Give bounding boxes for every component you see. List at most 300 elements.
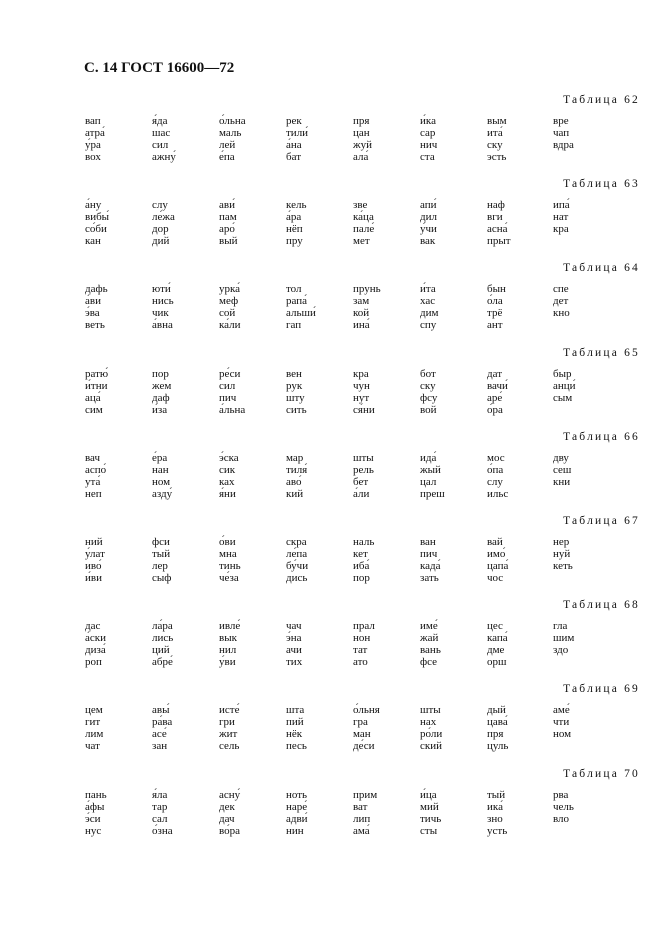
syllable-table [0,768,662,852]
syllable: скра [286,536,307,548]
syllable: о́ви [219,536,236,548]
syllable: нут [353,391,370,404]
syllable: е́па [219,151,235,163]
syllable: о́льна [219,115,246,127]
syllable: сты [420,824,438,837]
syllable: неп [85,487,102,500]
syllable: дач [219,812,235,825]
syllable: чап [553,127,570,139]
syllable: вым [487,115,507,127]
syllable: нись [152,295,174,308]
syllable: пале́ [353,223,375,236]
table-column [553,452,571,488]
table-column [152,789,173,837]
syllable: ном [553,728,572,741]
syllable: абре́ [152,656,173,669]
syllable: ачи [286,644,302,657]
table-column [420,620,441,668]
syllable: гап [286,319,302,332]
syllable: кра [353,367,369,380]
syllable: ажну́ [152,151,176,163]
syllable: вач [85,451,101,464]
table-column [286,536,308,584]
syllable: атра́ [85,127,105,139]
syllable: чат [85,740,100,753]
syllable: кой [353,307,370,320]
syllable: рель [353,463,374,476]
table-title: Таблица 62 [563,94,640,106]
syllable-table [0,94,662,178]
syllable: тинь [219,560,241,572]
table-column [85,199,109,247]
syllable: и́ви [85,572,102,584]
page-header: С. 14 ГОСТ 16600—72 [84,60,235,76]
syllable: меф [219,295,239,308]
table-title: Таблица 66 [563,430,640,443]
syllable: вой [420,403,437,416]
syllable: чель [553,800,574,813]
syllable: дет [553,295,569,308]
syllable: цапа́ [487,560,509,572]
syllable: пор [152,367,169,380]
table-column [420,536,441,584]
syllable: вги [487,211,503,224]
table-column [85,452,106,500]
syllable: цан [353,127,370,139]
syllable: преш [420,487,445,500]
syllable: аме́ [553,704,570,717]
syllable: ратю́ [85,367,109,380]
syllable: цем [85,704,103,717]
table-column [85,115,105,163]
syllable: кет [353,548,368,560]
syllable: аво́ [286,475,302,488]
syllable: тиля́ [286,463,308,476]
syllable: а́вна [152,319,173,332]
table-column [553,368,576,404]
syllable: ре́си [219,367,241,380]
syllable: ка́ца [353,211,374,224]
table-column [553,115,574,151]
syllable: слу [152,199,168,212]
syllable: сить [286,403,307,416]
syllable: шта [286,704,305,717]
syllable: лей [219,139,236,151]
syllable: а́ли [353,487,370,500]
syllable: ний [85,536,103,548]
syllable: дек [219,800,235,813]
syllable: чун [353,379,370,392]
syllable: а́ну [85,199,102,212]
syllable: и́тни [85,379,108,392]
table-column [420,199,437,247]
syllable: ама́ [353,824,370,837]
syllable: и́та [420,283,436,296]
syllable-table [0,683,662,767]
syllable: вап [85,115,101,127]
table-column [219,789,240,837]
syllable: дме [487,644,505,657]
syllable: спу [420,319,437,332]
syllable: вло [553,812,570,825]
syllable: лись [152,632,174,645]
syllable: ипа́ [553,199,570,212]
syllable: ват [353,800,368,813]
syllable: ский [420,740,442,753]
table-column [152,368,171,416]
syllable: лип [353,812,371,825]
syllable: аре́ [487,391,503,404]
syllable: гри [219,716,235,729]
table-column [420,789,441,837]
table-column [85,368,108,416]
syllable: пру [286,235,303,248]
syllable: ла́ра [152,620,173,633]
table-column [286,452,307,500]
table-column [85,283,108,331]
syllable: нич [420,139,438,151]
table-column [420,704,442,752]
syllable: ках [219,475,235,488]
syllable: бот [420,367,436,380]
syllable: а́льна [219,403,246,416]
syllable: усть [487,824,508,837]
syllable: дись [286,572,308,584]
syllable: асна́ [487,223,508,236]
table-column [353,620,375,668]
syllable: дву [553,451,569,464]
syllable: нер [553,536,570,548]
table-column [553,704,571,740]
table-title: Таблица 69 [563,683,640,696]
table-column [152,115,176,163]
syllable: прал [353,620,375,633]
table-column [553,199,570,235]
table-column [219,368,245,416]
syllable: ро́ли [420,728,443,741]
syllable: кий [286,487,304,500]
syllable: зан [152,740,168,753]
syllable: прим [353,788,378,801]
syllable: дий [152,235,170,248]
syllable: ле́жа [152,211,175,224]
syllable: тый [152,548,171,560]
syllable: име́ [420,620,438,633]
syllable: тый [487,788,506,801]
syllable: иба́ [353,560,370,572]
syllable: а́ски [85,632,106,645]
syllable: диза́ [85,644,106,657]
syllable: цава́ [487,716,508,729]
syllable: наре́ [286,800,308,813]
table-column [553,620,574,656]
table-column [219,704,239,752]
syllable: капа́ [487,632,508,645]
table-column [487,199,511,247]
syllable: лим [85,728,104,741]
table-column [487,452,508,500]
syllable: даф [152,391,170,404]
syllable: анци́ [553,379,576,392]
syllable: прыт [487,235,511,248]
syllable: ном [152,475,171,488]
syllable: ску [420,379,436,392]
syllable: сил [219,379,236,392]
syllable: эсть [487,151,507,163]
table-column [219,620,240,668]
syllable: о́льня [353,704,380,717]
syllable: сим [85,403,103,416]
syllable: шим [553,632,575,645]
syllable: ивле́ [219,620,241,633]
table-column [152,704,172,752]
table-column [353,789,377,837]
table-column [219,536,241,584]
syllable-table [0,262,662,346]
syllable: рва [553,788,569,801]
table-column [85,789,107,837]
syllable: нат [553,211,569,224]
syllable: дый [487,704,506,717]
syllable: цес [487,620,503,633]
syllable: чти [553,716,570,729]
syllable: бу́чи [286,560,309,572]
table-title: Таблица 63 [563,178,640,191]
syllable: нин [286,824,304,837]
syllable: ван [420,536,436,548]
syllable: кель [286,199,307,212]
syllable: пам [219,211,237,224]
syllable: ала́ [353,151,369,163]
syllable: пий [286,716,304,729]
syllable: мий [420,800,439,813]
syllable: жит [219,728,238,741]
table-column [286,789,308,837]
syllable: ута́ [85,475,101,488]
table-column [286,368,307,416]
syllable: ску [487,139,503,151]
syllable: тили́ [286,127,309,139]
syllable: асну́ [219,788,241,801]
syllable: азду́ [152,487,173,500]
syllable: урка́ [219,283,241,296]
table-column [553,789,574,825]
syllable: песь [286,740,307,753]
syllable: дор [152,223,169,236]
syllable: ита́ [487,127,503,139]
syllable-table [0,431,662,515]
syllable: ноть [286,788,308,801]
syllable: лер [152,560,168,572]
syllable: во́ра [219,824,241,837]
syllable: рек [286,115,302,127]
syllable: сеш [553,463,572,476]
table-column [152,199,175,247]
table-column [487,620,508,668]
syllable: э́си [85,812,101,825]
syllable: рук [286,379,303,392]
syllable: дас [85,620,101,633]
table-column [286,115,308,163]
syllable: со́би [85,223,107,236]
syllable: мна [219,548,237,560]
syllable: быр [553,367,572,380]
syllable: ато [353,656,368,669]
syllable: сыф [152,572,172,584]
table-column [85,620,106,668]
syllable: о́ра [487,403,503,416]
table-column [353,368,375,416]
syllable: сым [553,391,573,404]
table-column [219,199,237,247]
table-title: Таблица 70 [563,767,640,780]
syllable: чос [487,572,504,584]
syllable: фси [152,536,170,548]
syllable: кно [553,307,570,320]
syllable: жай [420,632,439,645]
syllable: веть [85,319,105,332]
syllable: роп [85,656,102,669]
syllable: цал [420,475,437,488]
syllable: цуль [487,740,509,753]
table-column [487,536,508,584]
syllable: авы́ [152,704,170,717]
syllable: слу [487,475,503,488]
syllable: бет [353,475,369,488]
syllable: вань [420,644,441,657]
syllable: вдра [553,139,574,151]
syllable: нёк [286,728,303,741]
syllable: де́си [353,740,375,753]
table-column [353,115,372,163]
syllable: пря [487,728,504,741]
table-column [219,283,241,331]
table-column [353,704,380,752]
table-column [487,704,508,752]
syllable: сал [152,812,168,825]
table-column [487,368,508,416]
syllable: жый [420,463,441,476]
table-column [353,199,374,247]
syllable: здо [553,644,569,657]
syllable: ина́ [353,319,370,332]
syllable: нус [85,824,102,837]
syllable: че́за [219,572,239,584]
syllable: орш [487,656,507,669]
table-column [219,115,246,163]
syllable: вай [487,536,503,548]
table-column [420,115,437,163]
table-title: Таблица 67 [563,515,640,527]
syllable: наль [353,536,375,548]
syllable: мет [353,235,370,248]
syllable: аро́ [219,223,235,236]
syllable: ман [353,728,371,741]
syllable: шты [420,704,441,717]
syllable: трё [487,307,503,320]
syllable: юти́ [152,283,171,296]
syllable: дат [487,367,503,380]
syllable: нёп [286,223,303,236]
syllable: вен [286,367,302,380]
table-title: Таблица 65 [563,346,640,359]
table-column [487,789,507,837]
syllable: э́на [286,632,302,645]
table-column [553,283,570,319]
syllable: чач [286,620,302,633]
table-column [85,704,103,752]
syllable: шту [286,391,305,404]
syllable: нан [152,463,169,476]
syllable: имо́ [487,548,506,560]
syllable: тих [286,656,303,669]
table-column [420,283,438,331]
syllable: фсе [420,656,438,669]
syllable: ильс [487,487,509,500]
syllable: аца́ [85,391,101,404]
table-column [152,536,171,584]
syllable: и́ка [420,115,436,127]
syllable-table [0,599,662,683]
syllable: сель [219,740,240,753]
syllable: иво́ [85,560,102,572]
syllable: ра́ва [152,716,173,729]
syllable: када́ [420,560,441,572]
table-column [286,704,307,752]
syllable: пань [85,788,107,801]
syllable: я́ла [152,788,168,801]
table-column [152,452,172,500]
syllable: у́ра [85,139,101,151]
syllable-table [0,347,662,431]
table-column [420,452,445,500]
syllable: сик [219,463,236,476]
syllable: асе́ [152,728,167,741]
syllable: шты [353,451,374,464]
table-column [553,536,573,572]
syllable: э́ва [85,307,100,320]
syllable: спе [553,283,569,296]
syllable: а́фы [85,800,105,813]
syllable: дим [420,307,439,320]
syllable: ле́па [286,548,308,560]
syllable: зать [420,572,439,584]
syllable: чик [152,307,169,320]
syllable: пич [219,391,237,404]
syllable: мар [286,451,304,464]
table-column [85,536,105,584]
syllable: вак [420,235,436,248]
syllable: зве [353,199,368,212]
syllable: ида́ [420,451,437,464]
table-column [152,620,173,668]
syllable: о́ла [487,295,503,308]
syllable: сой [219,307,236,320]
syllable: ста [420,151,435,163]
syllable: ант [487,319,503,332]
table-title: Таблица 64 [563,262,640,275]
syllable: дафь [85,283,108,296]
syllable: ка́ли [219,319,241,332]
table-column [286,199,306,247]
syllable: нуй [553,548,571,560]
syllable: фсу [420,391,438,404]
syllable: мос [487,451,505,464]
syllable: гла [553,620,568,633]
syllable: ся́ни [353,403,375,416]
syllable: нон [353,632,371,645]
syllable: аспо́ [85,463,107,476]
